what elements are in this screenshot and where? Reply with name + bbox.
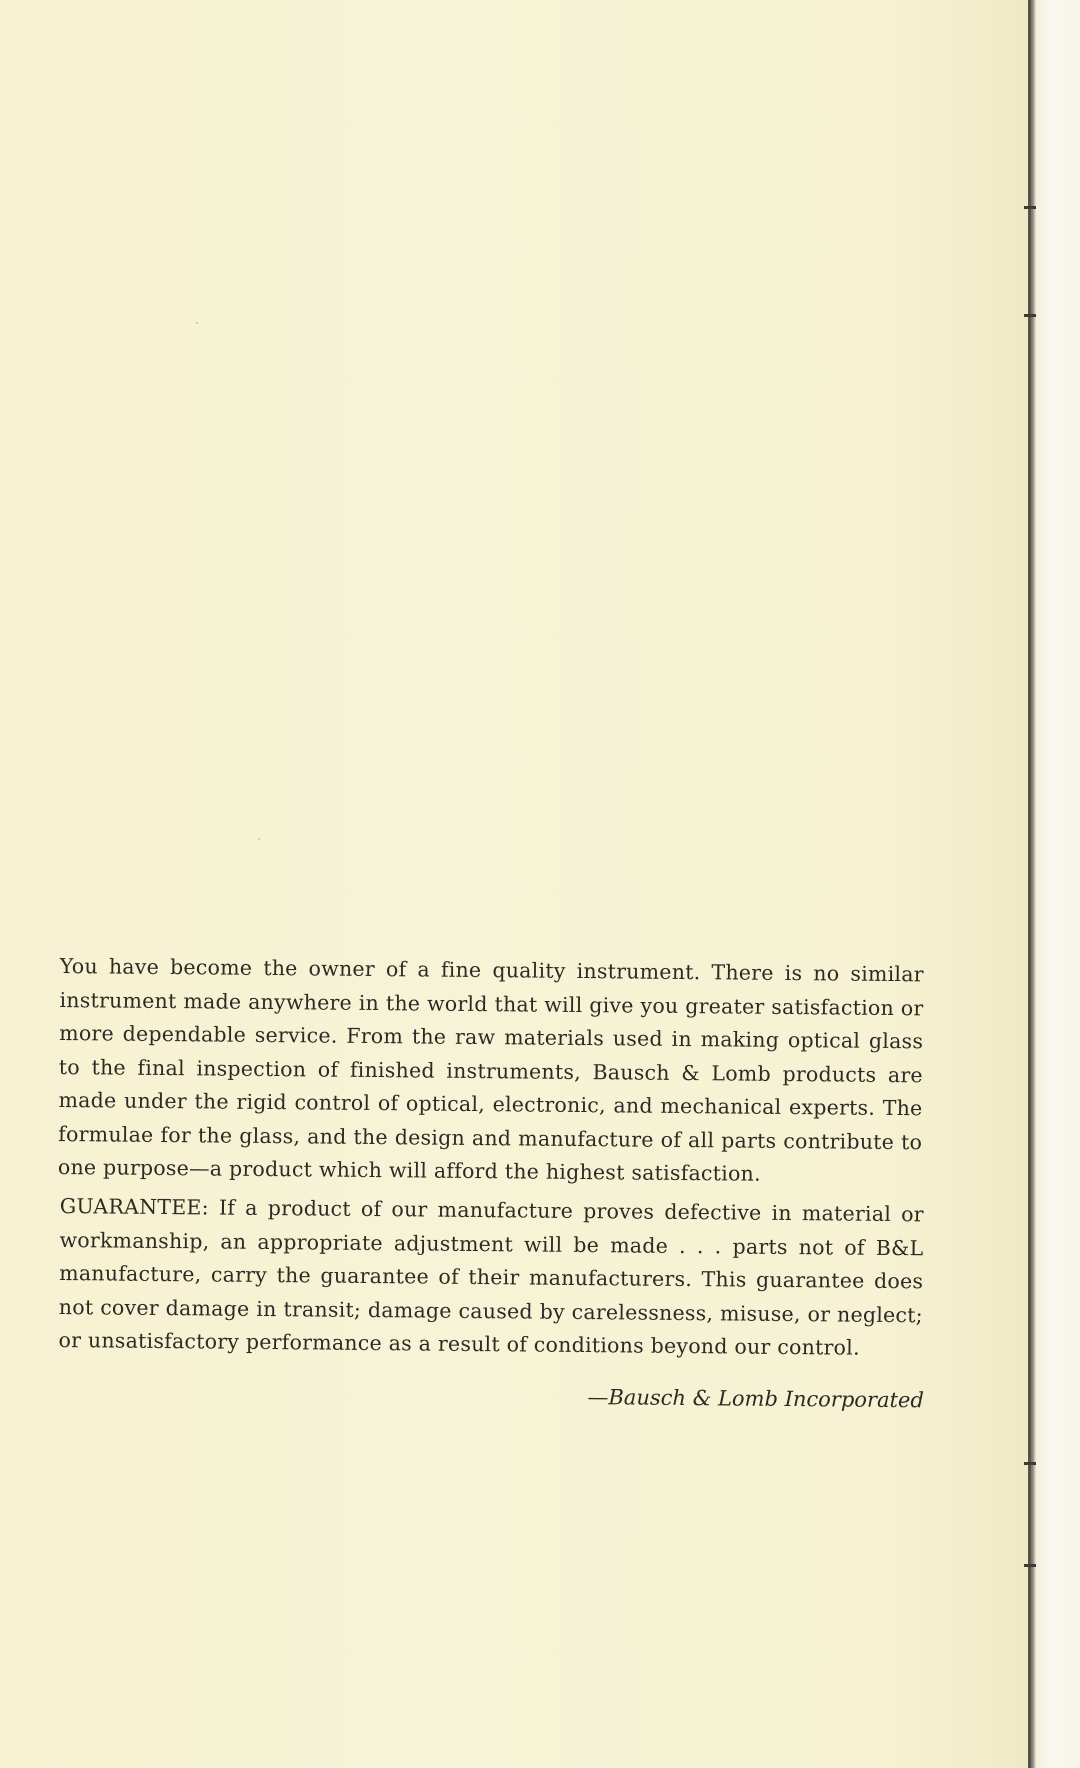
binding-stitch [1024,314,1036,317]
binding-stitch [1024,1564,1036,1567]
binding-stitch [1024,206,1036,209]
paper-fleck [196,322,198,324]
warranty-text [57,950,924,1362]
intro-paragraph: You have become the owner of a fine quality instrument. There is no similar instrument made anywhere in the world that will give you greater satisfaction or more dependable service. From the raw materials used in making optical glass to the final inspection of finished instruments, Bausch & Lomb products are made under the rigid control of optical, electronic, and mechanical experts. The formulae for the glass, and the design and manufacture of all parts contribute to one purpose—a product which will afford the highest satisfaction. [57,953,924,1186]
booklet-spine [1030,0,1080,1768]
binding-stitch [1024,1462,1036,1465]
paper-fleck [258,838,260,840]
spine-edge [1028,0,1031,1768]
guarantee-paragraph: GUARANTEE: If a product of our manufacture proves defective in material or workmanship, an appropriate adjustment will be made . . . parts not of B&L manufacture, carry the guarantee of their manufacturers. This guarantee does not cover damage in transit; damage caused by carelessness, misuse, or neglect; or unsatisfactory performance as a result of conditions beyond our control. [58,1193,924,1360]
company-signature: —Bausch & Lomb Incorporated [587,1385,924,1413]
